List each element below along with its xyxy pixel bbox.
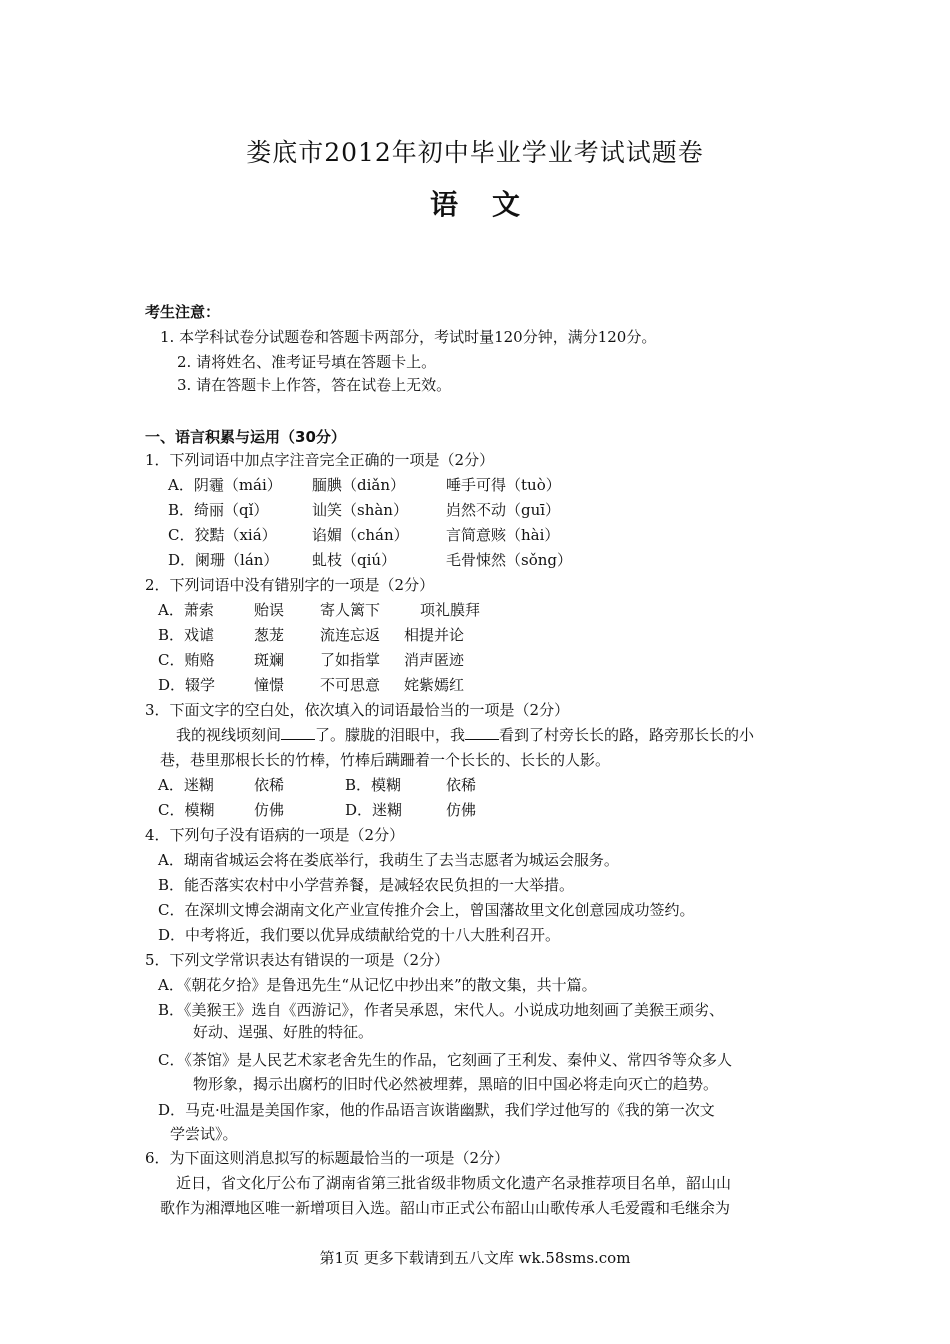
- question-2-stem: 2．下列词语中没有错别字的一项是（2分）: [145, 576, 435, 594]
- option-cell: D．迷糊: [345, 801, 403, 819]
- option-cell: 谄媚（chán）: [312, 526, 409, 544]
- subject-title: 语文: [429, 188, 554, 221]
- option-cell: A．萧索: [158, 601, 214, 619]
- passage-text: 我的视线顷刻间: [176, 726, 282, 744]
- option-cell: D．辍学: [158, 676, 216, 694]
- option-cell: 了如指掌: [320, 651, 381, 669]
- option-cell: B．绮丽（qǐ）: [168, 501, 269, 519]
- option-cell: 消声匿迹: [404, 651, 465, 669]
- question-3-passage-line: 巷，巷里那根长长的竹棒，竹棒后蹒跚着一个长长的、长长的人影。: [160, 751, 611, 769]
- option-cell: 仿佛: [446, 801, 477, 819]
- option-cell: 相提并论: [404, 626, 465, 644]
- question-1-stem: 1．下列词语中加点字注音完全正确的一项是（2分）: [145, 451, 495, 469]
- question-6-passage: 歌作为湘潭地区唯一新增项目入选。韶山市正式公布韶山山歌传承人毛爱霞和毛继余为: [160, 1199, 731, 1217]
- option-cell: 不可思意: [320, 676, 381, 694]
- option-cell: C．贿赂: [158, 651, 215, 669]
- option-cell: 贻误: [254, 601, 285, 619]
- passage-text: 了。朦胧的泪眼中，我: [315, 726, 466, 744]
- option-cell: 斑斓: [254, 651, 285, 669]
- option-line-continued: 学尝试》。: [170, 1125, 238, 1143]
- question-3-passage: [176, 725, 754, 745]
- option-cell: B．戏谑: [158, 626, 215, 644]
- option-cell: 依稀: [446, 776, 477, 794]
- fill-blank: [465, 725, 499, 740]
- option-line-continued: 物形象，揭示出腐朽的旧时代必然被埋葬，黑暗的旧中国必将走向灭亡的趋势。: [193, 1075, 719, 1093]
- option-cell: 流连忘返: [320, 626, 381, 644]
- exam-title: 娄底市2012年初中毕业学业考试试题卷: [246, 138, 704, 167]
- option-line: B．能否落实农村中小学营养餐，是减轻农民负担的一大举措。: [158, 876, 575, 894]
- option-cell: D．阑珊（lán）: [168, 551, 279, 569]
- option-line: A．瑚南省城运会将在娄底举行，我萌生了去当志愿者为城运会服务。: [158, 851, 619, 869]
- notice-item: 1. 本学科试卷分试题卷和答题卡两部分，考试时量120分钟，满分120分。: [160, 328, 657, 346]
- fill-blank: [281, 725, 315, 740]
- section-title: 一、语言积累与运用（30分）: [145, 428, 346, 446]
- option-cell: C．模糊: [158, 801, 215, 819]
- option-line: D．中考将近，我们要以优异成绩献给党的十八大胜利召开。: [158, 926, 561, 944]
- option-cell: 讪笑（shàn）: [312, 501, 408, 519]
- option-cell: 唾手可得（tuò）: [446, 476, 561, 494]
- option-cell: C．狡黠（xiá）: [168, 526, 277, 544]
- passage-text: 看到了村旁长长的路，路旁那长长的小: [499, 726, 755, 744]
- option-line: C．在深圳文博会湖南文化产业宣传推介会上，曾国藩故里文化创意园成功签约。: [158, 901, 695, 919]
- option-line-continued: 好动、逞强、好胜的特征。: [193, 1023, 374, 1041]
- question-3-stem: 3．下面文字的空白处，依次填入的词语最恰当的一项是（2分）: [145, 701, 570, 719]
- option-cell: 仿佛: [254, 801, 285, 819]
- question-6-stem: 6．为下面这则消息拟写的标题最恰当的一项是（2分）: [145, 1149, 510, 1167]
- option-line: D．马克·吐温是美国作家，他的作品语言诙谐幽默，我们学过他写的《我的第一次文: [158, 1101, 715, 1119]
- option-cell: A．迷糊: [158, 776, 214, 794]
- option-cell: 姹紫嫣红: [404, 676, 465, 694]
- notice-heading: 考生注意：: [145, 303, 221, 321]
- option-cell: 腼腆（diǎn）: [312, 476, 406, 494]
- option-line: A．《朝花夕拾》是鲁迅先生“从记忆中抄出来”的散文集，共十篇。: [158, 976, 597, 994]
- notice-item: 3. 请在答题卡上作答，答在试卷上无效。: [177, 376, 452, 394]
- option-cell: 憧憬: [254, 676, 285, 694]
- option-cell: 虬枝（qiú）: [312, 551, 397, 569]
- option-cell: 寄人篱下: [320, 601, 381, 619]
- option-cell: 依稀: [254, 776, 285, 794]
- option-cell: 项礼膜拜: [420, 601, 481, 619]
- option-cell: 葱茏: [254, 626, 285, 644]
- option-line: B．《美猴王》选自《西游记》，作者吴承恩，宋代人。小说成功地刻画了美猴王顽劣、: [158, 1001, 725, 1019]
- question-6-passage: 近日，省文化厅公布了湖南省第三批省级非物质文化遗产名录推荐项目名单，韶山山: [176, 1174, 732, 1192]
- option-cell: A．阴霾（mái）: [168, 476, 282, 494]
- option-cell: 毛骨悚然（sǒng）: [446, 551, 572, 569]
- option-cell: B．模糊: [345, 776, 402, 794]
- option-cell: 言简意赅（hài）: [446, 526, 560, 544]
- question-4-stem: 4．下列句子没有语病的一项是（2分）: [145, 826, 405, 844]
- option-line: C．《茶馆》是人民艺术家老舍先生的作品，它刻画了王利发、秦仲义、常四爷等众多人: [158, 1051, 732, 1069]
- option-cell: 岿然不动（guī）: [446, 501, 561, 519]
- page-footer: 第1页 更多下载请到五八文库 wk.58sms.com: [319, 1249, 631, 1267]
- notice-item: 2. 请将姓名、准考证号填在答题卡上。: [177, 353, 437, 371]
- question-5-stem: 5．下列文学常识表达有错误的一项是（2分）: [145, 951, 450, 969]
